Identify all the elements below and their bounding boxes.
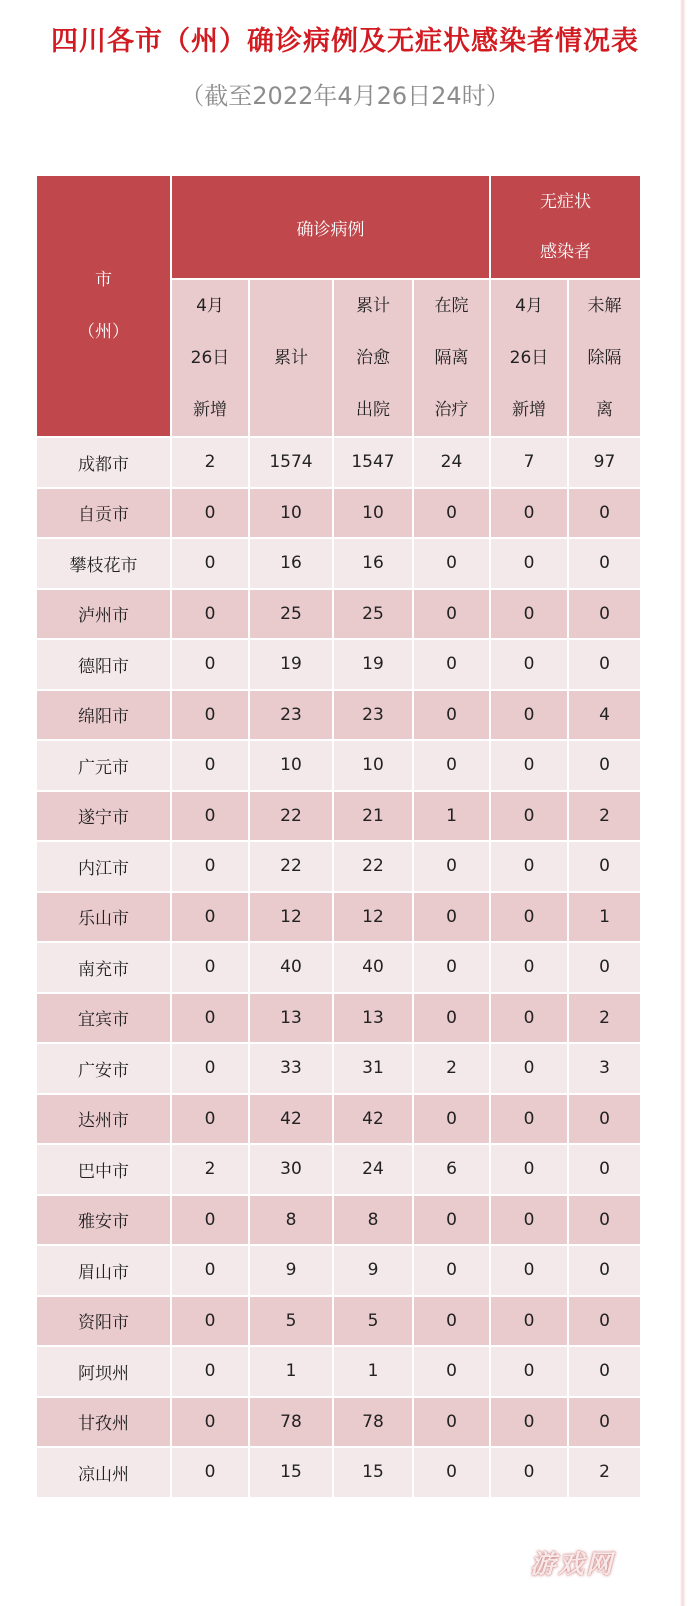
value-cell: 0	[490, 740, 568, 791]
value-cell: 0	[413, 690, 490, 741]
value-cell: 0	[568, 841, 641, 892]
header-col-line: 26日	[509, 348, 549, 368]
value-cell: 0	[171, 1447, 249, 1498]
value-cell: 24	[333, 1144, 413, 1195]
table-row	[36, 1346, 641, 1397]
value-cell: 0	[413, 1245, 490, 1296]
table-row	[36, 1144, 641, 1195]
value-cell: 10	[333, 488, 413, 539]
value-cell: 1	[249, 1346, 333, 1397]
header-col-line: 离	[596, 400, 613, 420]
value-cell: 0	[490, 1144, 568, 1195]
header-col-cured	[333, 279, 413, 437]
value-cell: 2	[171, 437, 249, 488]
value-cell: 15	[333, 1447, 413, 1498]
header-col-line: 4月	[196, 296, 224, 316]
value-cell: 0	[568, 1195, 641, 1246]
table-row	[36, 1195, 641, 1246]
city-name-cell: 资阳市	[36, 1296, 171, 1347]
value-cell: 0	[490, 841, 568, 892]
value-cell: 5	[249, 1296, 333, 1347]
value-cell: 0	[490, 1245, 568, 1296]
header-col-line: 治愈	[356, 348, 390, 368]
table-row	[36, 1245, 641, 1296]
header-city-line: （州）	[78, 322, 129, 342]
value-cell: 9	[249, 1245, 333, 1296]
stats-table	[35, 174, 642, 1499]
value-cell: 0	[413, 1195, 490, 1246]
table-row	[36, 841, 641, 892]
value-cell: 0	[490, 538, 568, 589]
value-cell: 0	[490, 589, 568, 640]
value-cell: 33	[249, 1043, 333, 1094]
header-col-line: 累计	[356, 296, 390, 316]
city-name-cell: 绵阳市	[36, 690, 171, 741]
header-asym-line: 感染者	[540, 242, 591, 262]
header-col-total	[249, 279, 333, 437]
value-cell: 0	[413, 1397, 490, 1448]
value-cell: 0	[568, 589, 641, 640]
value-cell: 0	[413, 993, 490, 1044]
header-col-line: 4月	[515, 296, 543, 316]
value-cell: 40	[249, 942, 333, 993]
table-row	[36, 740, 641, 791]
table-row	[36, 437, 641, 488]
value-cell: 42	[333, 1094, 413, 1145]
value-cell: 0	[568, 740, 641, 791]
value-cell: 15	[249, 1447, 333, 1498]
edge-shadow	[680, 0, 686, 1606]
value-cell: 0	[490, 639, 568, 690]
value-cell: 0	[490, 690, 568, 741]
value-cell: 0	[413, 841, 490, 892]
table-row	[36, 1397, 641, 1448]
value-cell: 2	[413, 1043, 490, 1094]
value-cell: 0	[413, 488, 490, 539]
value-cell: 0	[568, 1346, 641, 1397]
value-cell: 22	[333, 841, 413, 892]
header-col-line: 26日	[190, 348, 230, 368]
value-cell: 0	[171, 740, 249, 791]
header-col-line: 新增	[512, 400, 546, 420]
value-cell: 0	[171, 1195, 249, 1246]
value-cell: 0	[171, 841, 249, 892]
table-row	[36, 1296, 641, 1347]
header-col-line: 治疗	[434, 400, 469, 420]
table-row	[36, 1447, 641, 1498]
table-row	[36, 589, 641, 640]
table-row	[36, 942, 641, 993]
value-cell: 0	[490, 488, 568, 539]
value-cell: 0	[413, 538, 490, 589]
value-cell: 30	[249, 1144, 333, 1195]
value-cell: 97	[568, 437, 641, 488]
value-cell: 0	[413, 1296, 490, 1347]
header-col-line: 出院	[356, 400, 390, 420]
table-row	[36, 639, 641, 690]
header-confirmed-group: 确诊病例	[171, 175, 490, 279]
value-cell: 1	[333, 1346, 413, 1397]
header-col-line: 新增	[193, 400, 227, 420]
value-cell: 0	[413, 639, 490, 690]
value-cell: 12	[249, 892, 333, 943]
value-cell: 0	[171, 589, 249, 640]
value-cell: 24	[413, 437, 490, 488]
table-body	[36, 437, 641, 1498]
value-cell: 1	[568, 892, 641, 943]
city-name-cell: 凉山州	[36, 1447, 171, 1498]
value-cell: 0	[490, 791, 568, 842]
value-cell: 42	[249, 1094, 333, 1145]
value-cell: 0	[568, 1094, 641, 1145]
value-cell: 23	[333, 690, 413, 741]
value-cell: 5	[333, 1296, 413, 1347]
value-cell: 22	[249, 841, 333, 892]
value-cell: 1547	[333, 437, 413, 488]
table-row	[36, 892, 641, 943]
page-title: 四川各市（州）确诊病例及无症状感染者情况表	[51, 26, 639, 57]
city-name-cell: 攀枝花市	[36, 538, 171, 589]
table-row	[36, 993, 641, 1044]
value-cell: 13	[249, 993, 333, 1044]
header-col-line: 隔离	[434, 348, 469, 368]
value-cell: 13	[333, 993, 413, 1044]
city-name-cell: 宜宾市	[36, 993, 171, 1044]
value-cell: 0	[490, 1397, 568, 1448]
value-cell: 8	[249, 1195, 333, 1246]
value-cell: 4	[568, 690, 641, 741]
value-cell: 0	[490, 1043, 568, 1094]
value-cell: 78	[249, 1397, 333, 1448]
city-name-cell: 阿坝州	[36, 1346, 171, 1397]
value-cell: 0	[490, 892, 568, 943]
value-cell: 78	[333, 1397, 413, 1448]
header-col-line: 累计	[274, 348, 308, 368]
city-name-cell: 眉山市	[36, 1245, 171, 1296]
value-cell: 0	[171, 942, 249, 993]
city-name-cell: 甘孜州	[36, 1397, 171, 1448]
header-col-line: 未解	[587, 296, 622, 316]
city-name-cell: 达州市	[36, 1094, 171, 1145]
value-cell: 23	[249, 690, 333, 741]
value-cell: 2	[568, 1447, 641, 1498]
value-cell: 3	[568, 1043, 641, 1094]
value-cell: 0	[171, 538, 249, 589]
header-asym-line: 无症状	[540, 192, 591, 212]
value-cell: 0	[490, 993, 568, 1044]
value-cell: 9	[333, 1245, 413, 1296]
value-cell: 10	[249, 740, 333, 791]
value-cell: 25	[333, 589, 413, 640]
value-cell: 0	[568, 639, 641, 690]
value-cell: 1574	[249, 437, 333, 488]
value-cell: 0	[413, 589, 490, 640]
city-name-cell: 巴中市	[36, 1144, 171, 1195]
value-cell: 0	[171, 639, 249, 690]
value-cell: 2	[568, 791, 641, 842]
value-cell: 2	[171, 1144, 249, 1195]
value-cell: 10	[333, 740, 413, 791]
value-cell: 31	[333, 1043, 413, 1094]
value-cell: 7	[490, 437, 568, 488]
page-subtitle: （截至2022年4月26日24时）	[180, 82, 510, 110]
value-cell: 0	[413, 1447, 490, 1498]
value-cell: 0	[490, 1195, 568, 1246]
value-cell: 0	[568, 942, 641, 993]
table-row	[36, 1094, 641, 1145]
value-cell: 0	[490, 1094, 568, 1145]
value-cell: 19	[333, 639, 413, 690]
value-cell: 0	[171, 488, 249, 539]
site-watermark: 游戏网	[530, 1550, 615, 1580]
value-cell: 0	[171, 1397, 249, 1448]
value-cell: 22	[249, 791, 333, 842]
value-cell: 0	[490, 1447, 568, 1498]
city-name-cell: 内江市	[36, 841, 171, 892]
value-cell: 0	[413, 740, 490, 791]
header-col-isolation	[568, 279, 641, 437]
value-cell: 21	[333, 791, 413, 842]
value-cell: 0	[413, 1094, 490, 1145]
table-row	[36, 690, 641, 741]
city-name-cell: 遂宁市	[36, 791, 171, 842]
city-name-cell: 自贡市	[36, 488, 171, 539]
value-cell: 0	[490, 1346, 568, 1397]
value-cell: 0	[568, 1144, 641, 1195]
header-col-line: 在院	[434, 296, 469, 316]
value-cell: 16	[333, 538, 413, 589]
city-name-cell: 乐山市	[36, 892, 171, 943]
header-col-new	[171, 279, 249, 437]
city-name-cell: 德阳市	[36, 639, 171, 690]
value-cell: 2	[568, 993, 641, 1044]
value-cell: 0	[568, 1296, 641, 1347]
value-cell: 0	[568, 1245, 641, 1296]
city-name-cell: 雅安市	[36, 1195, 171, 1246]
table-row	[36, 488, 641, 539]
value-cell: 10	[249, 488, 333, 539]
value-cell: 0	[171, 993, 249, 1044]
value-cell: 0	[490, 942, 568, 993]
value-cell: 0	[413, 892, 490, 943]
value-cell: 0	[568, 1397, 641, 1448]
value-cell: 8	[333, 1195, 413, 1246]
value-cell: 25	[249, 589, 333, 640]
city-name-cell: 广安市	[36, 1043, 171, 1094]
value-cell: 1	[413, 791, 490, 842]
value-cell: 0	[171, 791, 249, 842]
value-cell: 0	[490, 1296, 568, 1347]
table-row	[36, 791, 641, 842]
city-name-cell: 成都市	[36, 437, 171, 488]
value-cell: 6	[413, 1144, 490, 1195]
value-cell: 0	[171, 1094, 249, 1145]
table-row	[36, 538, 641, 589]
city-name-cell: 南充市	[36, 942, 171, 993]
value-cell: 0	[568, 538, 641, 589]
header-city-line: 市	[95, 270, 112, 290]
header-col-line: 除隔	[587, 348, 622, 368]
value-cell: 0	[413, 1346, 490, 1397]
value-cell: 0	[171, 1043, 249, 1094]
value-cell: 0	[171, 690, 249, 741]
value-cell: 0	[171, 892, 249, 943]
value-cell: 40	[333, 942, 413, 993]
header-col-asym-new	[490, 279, 568, 437]
value-cell: 0	[171, 1346, 249, 1397]
value-cell: 12	[333, 892, 413, 943]
value-cell: 0	[568, 488, 641, 539]
value-cell: 0	[171, 1245, 249, 1296]
city-name-cell: 泸州市	[36, 589, 171, 640]
header-city	[36, 175, 171, 437]
header-col-hospital	[413, 279, 490, 437]
table-row	[36, 1043, 641, 1094]
city-name-cell: 广元市	[36, 740, 171, 791]
value-cell: 16	[249, 538, 333, 589]
value-cell: 0	[171, 1296, 249, 1347]
value-cell: 0	[413, 942, 490, 993]
header-asymptomatic-group	[490, 175, 641, 279]
value-cell: 19	[249, 639, 333, 690]
